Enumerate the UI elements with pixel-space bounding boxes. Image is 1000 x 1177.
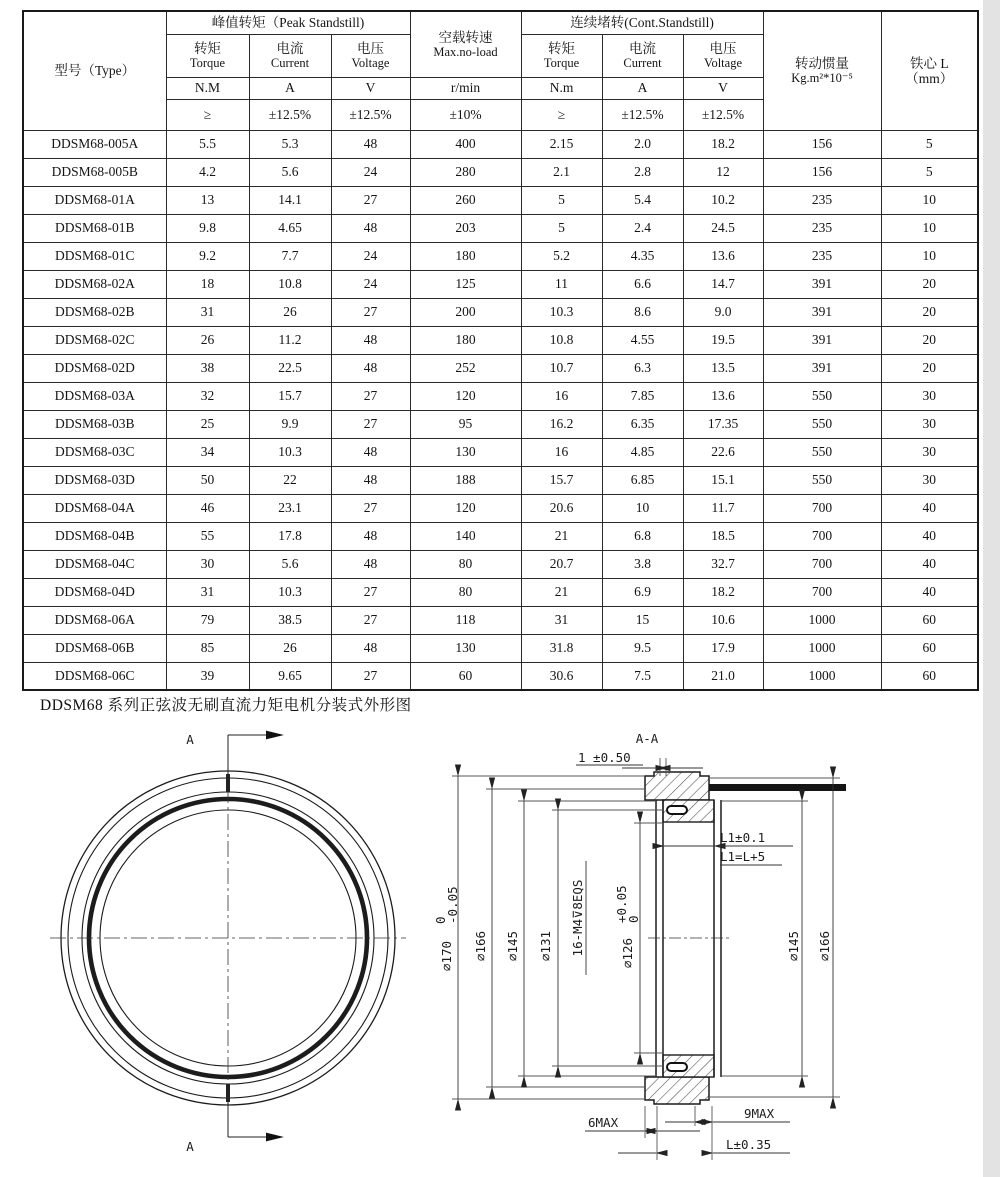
model-cell: DDSM68-06B [23, 634, 166, 662]
value-cell: 20.6 [521, 494, 602, 522]
value-cell: 10.3 [249, 578, 331, 606]
value-cell: 31 [166, 298, 249, 326]
value-cell: 27 [331, 298, 410, 326]
col-header-core [881, 11, 978, 130]
value-cell: 48 [331, 214, 410, 242]
noload-cn: 空载转速 [438, 29, 493, 45]
value-cell: 156 [763, 130, 881, 158]
dim-d166-right-label [817, 931, 832, 961]
value-cell: 180 [410, 242, 521, 270]
value-cell: 15.7 [249, 382, 331, 410]
model-cell: DDSM68-01B [23, 214, 166, 242]
value-cell: 30 [881, 410, 978, 438]
value-cell: 140 [410, 522, 521, 550]
core-mm: （mm） [905, 70, 954, 86]
tol-peak-current: ±12.5% [249, 99, 331, 130]
value-cell: 203 [410, 214, 521, 242]
noload-en: Max.no-load [433, 44, 498, 59]
table-row [23, 186, 978, 214]
value-cell: 5.6 [249, 158, 331, 186]
value-cell: 31.8 [521, 634, 602, 662]
svg-text:-0.05: -0.05 [445, 886, 460, 924]
value-cell: 6.3 [602, 354, 683, 382]
value-cell: 21.0 [683, 662, 763, 690]
svg-text:∅166: ∅166 [817, 930, 832, 962]
model-cell: DDSM68-04D [23, 578, 166, 606]
value-cell: 252 [410, 354, 521, 382]
unit-noload: r/min [410, 77, 521, 99]
value-cell: 60 [881, 662, 978, 690]
table-row [23, 634, 978, 662]
value-cell: 4.2 [166, 158, 249, 186]
value-cell: 24 [331, 270, 410, 298]
value-cell: 22.6 [683, 438, 763, 466]
value-cell: 27 [331, 494, 410, 522]
value-cell: 32 [166, 382, 249, 410]
value-cell: 235 [763, 214, 881, 242]
value-cell: 15 [602, 606, 683, 634]
value-cell: 27 [331, 186, 410, 214]
table-row [23, 158, 978, 186]
table-row [23, 550, 978, 578]
dim-l-label: L±0.35 [726, 1137, 772, 1152]
table-row [23, 270, 978, 298]
spec-table [22, 10, 979, 691]
value-cell: 30 [881, 382, 978, 410]
value-cell: 10.3 [249, 438, 331, 466]
value-cell: 130 [410, 438, 521, 466]
table-row [23, 606, 978, 634]
model-cell: DDSM68-06A [23, 606, 166, 634]
value-cell: 5.2 [521, 242, 602, 270]
svg-text:16-M4⊽8EQS: 16-M4⊽8EQS [570, 879, 585, 957]
table-row [23, 494, 978, 522]
value-cell: 14.1 [249, 186, 331, 214]
section-marker-top [228, 731, 284, 792]
value-cell: 10 [881, 242, 978, 270]
unit-cont-voltage: V [683, 77, 763, 99]
value-cell: 26 [249, 298, 331, 326]
table-row [23, 410, 978, 438]
value-cell: 180 [410, 326, 521, 354]
value-cell: 1000 [763, 662, 881, 690]
svg-text:∅166: ∅166 [473, 930, 488, 962]
value-cell: 48 [331, 634, 410, 662]
value-cell: 118 [410, 606, 521, 634]
value-cell: 5 [881, 158, 978, 186]
svg-text:0: 0 [433, 916, 448, 924]
value-cell: 40 [881, 578, 978, 606]
value-cell: 30 [881, 466, 978, 494]
value-cell: 1000 [763, 634, 881, 662]
model-cell: DDSM68-03A [23, 382, 166, 410]
value-cell: 235 [763, 186, 881, 214]
value-cell: 27 [331, 410, 410, 438]
value-cell: 700 [763, 522, 881, 550]
model-cell: DDSM68-02A [23, 270, 166, 298]
value-cell: 9.8 [166, 214, 249, 242]
value-cell: 18.5 [683, 522, 763, 550]
table-row [23, 326, 978, 354]
value-cell: 9.5 [602, 634, 683, 662]
value-cell: 7.5 [602, 662, 683, 690]
value-cell: 6.85 [602, 466, 683, 494]
model-cell: DDSM68-03C [23, 438, 166, 466]
value-cell: 24 [331, 242, 410, 270]
section-view-title: A-A [635, 731, 659, 746]
dim-l1-label: L1±0.1 [720, 830, 766, 845]
value-cell: 3.8 [602, 550, 683, 578]
value-cell: 15.7 [521, 466, 602, 494]
mount-slot-bottom [667, 1063, 687, 1071]
tol-cont-current: ±12.5% [602, 99, 683, 130]
model-cell: DDSM68-005B [23, 158, 166, 186]
value-cell: 4.55 [602, 326, 683, 354]
value-cell: 2.15 [521, 130, 602, 158]
value-cell: 188 [410, 466, 521, 494]
dim-d166-label [473, 931, 488, 961]
value-cell: 700 [763, 494, 881, 522]
model-cell: DDSM68-03D [23, 466, 166, 494]
model-cell: DDSM68-04A [23, 494, 166, 522]
tol-cont-voltage: ±12.5% [683, 99, 763, 130]
unit-peak-torque: N.M [166, 77, 249, 99]
value-cell: 48 [331, 130, 410, 158]
value-cell: 17.8 [249, 522, 331, 550]
value-cell: 11.2 [249, 326, 331, 354]
value-cell: 60 [881, 634, 978, 662]
table-row [23, 214, 978, 242]
dim-9max-label: 9MAX [744, 1106, 775, 1121]
value-cell: 17.9 [683, 634, 763, 662]
value-cell: 391 [763, 354, 881, 382]
table-row [23, 438, 978, 466]
dim-top-gap-label: 1 ±0.50 [578, 750, 631, 765]
value-cell: 10.2 [683, 186, 763, 214]
value-cell: 48 [331, 466, 410, 494]
value-cell: 260 [410, 186, 521, 214]
value-cell: 20 [881, 326, 978, 354]
value-cell: 39 [166, 662, 249, 690]
subheader-peak-current: 电流 Current [249, 34, 331, 77]
svg-text:∅170: ∅170 [439, 940, 454, 972]
value-cell: 391 [763, 326, 881, 354]
front-view [50, 731, 406, 1154]
value-cell: 20 [881, 270, 978, 298]
value-cell: 156 [763, 158, 881, 186]
value-cell: 15.1 [683, 466, 763, 494]
value-cell: 6.6 [602, 270, 683, 298]
value-cell: 6.35 [602, 410, 683, 438]
value-cell: 13.6 [683, 242, 763, 270]
dim-d145-label [505, 931, 520, 961]
tol-cont-torque: ≥ [521, 99, 602, 130]
value-cell: 32.7 [683, 550, 763, 578]
value-cell: 10.8 [521, 326, 602, 354]
svg-text:∅126: ∅126 [620, 937, 635, 969]
value-cell: 20.7 [521, 550, 602, 578]
value-cell: 18.2 [683, 578, 763, 606]
unit-cont-torque: N.m [521, 77, 602, 99]
model-cell: DDSM68-04C [23, 550, 166, 578]
value-cell: 391 [763, 270, 881, 298]
value-cell: 40 [881, 494, 978, 522]
value-cell: 1000 [763, 606, 881, 634]
value-cell: 80 [410, 550, 521, 578]
col-header-noload [410, 11, 521, 77]
section-label-a-top: A [186, 732, 194, 747]
value-cell: 27 [331, 662, 410, 690]
value-cell: 2.8 [602, 158, 683, 186]
value-cell: 30.6 [521, 662, 602, 690]
svg-text:∅145: ∅145 [505, 930, 520, 962]
unit-peak-voltage: V [331, 77, 410, 99]
value-cell: 11 [521, 270, 602, 298]
value-cell: 27 [331, 578, 410, 606]
value-cell: 38.5 [249, 606, 331, 634]
value-cell: 550 [763, 382, 881, 410]
value-cell: 200 [410, 298, 521, 326]
value-cell: 7.7 [249, 242, 331, 270]
value-cell: 700 [763, 550, 881, 578]
value-cell: 48 [331, 550, 410, 578]
value-cell: 60 [410, 662, 521, 690]
model-cell: DDSM68-005A [23, 130, 166, 158]
value-cell: 27 [331, 606, 410, 634]
drawing-caption: DDSM68 系列正弦波无刷直流力矩电机分装式外形图 [40, 697, 412, 714]
value-cell: 8.6 [602, 298, 683, 326]
value-cell: 4.65 [249, 214, 331, 242]
bottom-flange-section [645, 1077, 709, 1104]
tol-peak-voltage: ±12.5% [331, 99, 410, 130]
section-view [433, 731, 846, 1160]
dim-l1-formula: L1=L+5 [720, 849, 766, 864]
table-row [23, 662, 978, 690]
group-header-peak: 峰值转矩（Peak Standstill) [166, 11, 410, 34]
model-cell: DDSM68-02B [23, 298, 166, 326]
value-cell: 391 [763, 298, 881, 326]
section-label-a-bottom: A [186, 1139, 194, 1154]
value-cell: 20 [881, 298, 978, 326]
lead-wire [709, 784, 846, 791]
value-cell: 9.0 [683, 298, 763, 326]
svg-text:0: 0 [626, 915, 641, 923]
model-cell: DDSM68-02D [23, 354, 166, 382]
model-cell: DDSM68-03B [23, 410, 166, 438]
value-cell: 125 [410, 270, 521, 298]
value-cell: 40 [881, 550, 978, 578]
subheader-peak-torque: 转矩 Torque [166, 34, 249, 77]
value-cell: 2.4 [602, 214, 683, 242]
value-cell: 85 [166, 634, 249, 662]
spec-table-body [23, 130, 978, 690]
col-header-type: 型号（Type） [23, 11, 166, 130]
value-cell: 5 [881, 130, 978, 158]
value-cell: 31 [166, 578, 249, 606]
value-cell: 18 [166, 270, 249, 298]
value-cell: 25 [166, 410, 249, 438]
value-cell: 400 [410, 130, 521, 158]
value-cell: 550 [763, 410, 881, 438]
svg-text:∅131: ∅131 [538, 930, 553, 962]
value-cell: 235 [763, 242, 881, 270]
svg-text:+0.05: +0.05 [614, 885, 629, 923]
value-cell: 31 [521, 606, 602, 634]
value-cell: 38 [166, 354, 249, 382]
value-cell: 30 [881, 438, 978, 466]
group-header-cont: 连续堵转(Cont.Standstill) [521, 11, 763, 34]
value-cell: 10 [602, 494, 683, 522]
value-cell: 17.35 [683, 410, 763, 438]
value-cell: 5 [521, 186, 602, 214]
value-cell: 23.1 [249, 494, 331, 522]
value-cell: 16 [521, 382, 602, 410]
value-cell: 21 [521, 522, 602, 550]
value-cell: 10.7 [521, 354, 602, 382]
value-cell: 48 [331, 354, 410, 382]
table-row [23, 382, 978, 410]
dim-d131-label [538, 931, 553, 961]
value-cell: 10 [881, 214, 978, 242]
value-cell: 22.5 [249, 354, 331, 382]
unit-peak-current: A [249, 77, 331, 99]
value-cell: 4.35 [602, 242, 683, 270]
value-cell: 26 [249, 634, 331, 662]
value-cell: 120 [410, 494, 521, 522]
table-row [23, 578, 978, 606]
value-cell: 2.0 [602, 130, 683, 158]
value-cell: 60 [881, 606, 978, 634]
value-cell: 5.4 [602, 186, 683, 214]
value-cell: 20 [881, 354, 978, 382]
value-cell: 21 [521, 578, 602, 606]
value-cell: 14.7 [683, 270, 763, 298]
table-row [23, 466, 978, 494]
value-cell: 7.85 [602, 382, 683, 410]
dim-d126-label [614, 885, 641, 968]
core-cn: 铁心 L [909, 55, 949, 71]
top-flange-section [645, 772, 709, 800]
inertia-cn: 转动惯量 [795, 56, 850, 72]
inertia-en: Kg.m²*10⁻⁵ [791, 71, 853, 86]
value-cell: 34 [166, 438, 249, 466]
value-cell: 5.5 [166, 130, 249, 158]
value-cell: 4.85 [602, 438, 683, 466]
value-cell: 550 [763, 438, 881, 466]
value-cell: 130 [410, 634, 521, 662]
value-cell: 22 [249, 466, 331, 494]
value-cell: 16 [521, 438, 602, 466]
value-cell: 5.3 [249, 130, 331, 158]
value-cell: 19.5 [683, 326, 763, 354]
holes-note-label [570, 861, 586, 975]
model-cell: DDSM68-02C [23, 326, 166, 354]
value-cell: 120 [410, 382, 521, 410]
value-cell: 95 [410, 410, 521, 438]
value-cell: 10.6 [683, 606, 763, 634]
value-cell: 18.2 [683, 130, 763, 158]
value-cell: 13 [166, 186, 249, 214]
unit-cont-current: A [602, 77, 683, 99]
value-cell: 40 [881, 522, 978, 550]
value-cell: 2.1 [521, 158, 602, 186]
value-cell: 280 [410, 158, 521, 186]
subheader-cont-current: 电流 Current [602, 34, 683, 77]
table-row [23, 130, 978, 158]
value-cell: 26 [166, 326, 249, 354]
value-cell: 9.65 [249, 662, 331, 690]
value-cell: 5.6 [249, 550, 331, 578]
value-cell: 6.9 [602, 578, 683, 606]
subheader-cont-voltage: 电压 Voltage [683, 34, 763, 77]
value-cell: 48 [331, 522, 410, 550]
tol-peak-torque: ≥ [166, 99, 249, 130]
value-cell: 13.5 [683, 354, 763, 382]
outline-drawing [0, 718, 1000, 1177]
mount-slot-top [667, 806, 687, 814]
model-cell: DDSM68-06C [23, 662, 166, 690]
subheader-peak-voltage: 电压 Voltage [331, 34, 410, 77]
value-cell: 16.2 [521, 410, 602, 438]
value-cell: 79 [166, 606, 249, 634]
value-cell: 24.5 [683, 214, 763, 242]
value-cell: 80 [410, 578, 521, 606]
subheader-cont-torque: 转矩 Torque [521, 34, 602, 77]
table-row [23, 298, 978, 326]
value-cell: 10 [881, 186, 978, 214]
section-marker-bottom [228, 1084, 284, 1141]
col-header-inertia [763, 11, 881, 130]
spec-table-header [23, 11, 978, 130]
value-cell: 9.2 [166, 242, 249, 270]
value-cell: 50 [166, 466, 249, 494]
value-cell: 700 [763, 578, 881, 606]
svg-text:∅145: ∅145 [786, 930, 801, 962]
value-cell: 550 [763, 466, 881, 494]
value-cell: 48 [331, 438, 410, 466]
tol-noload: ±10% [410, 99, 521, 130]
table-row [23, 522, 978, 550]
model-cell: DDSM68-01A [23, 186, 166, 214]
value-cell: 10.8 [249, 270, 331, 298]
value-cell: 12 [683, 158, 763, 186]
value-cell: 5 [521, 214, 602, 242]
table-row [23, 354, 978, 382]
value-cell: 30 [166, 550, 249, 578]
value-cell: 10.3 [521, 298, 602, 326]
model-cell: DDSM68-01C [23, 242, 166, 270]
value-cell: 27 [331, 382, 410, 410]
table-row [23, 242, 978, 270]
value-cell: 46 [166, 494, 249, 522]
value-cell: 55 [166, 522, 249, 550]
value-cell: 48 [331, 326, 410, 354]
value-cell: 6.8 [602, 522, 683, 550]
value-cell: 13.6 [683, 382, 763, 410]
value-cell: 24 [331, 158, 410, 186]
value-cell: 11.7 [683, 494, 763, 522]
model-cell: DDSM68-04B [23, 522, 166, 550]
dim-6max-label: 6MAX [588, 1115, 619, 1130]
dim-d170-label [433, 886, 460, 971]
value-cell: 9.9 [249, 410, 331, 438]
dim-d145-right-label [786, 931, 801, 961]
cylinder-walls [656, 800, 721, 1077]
